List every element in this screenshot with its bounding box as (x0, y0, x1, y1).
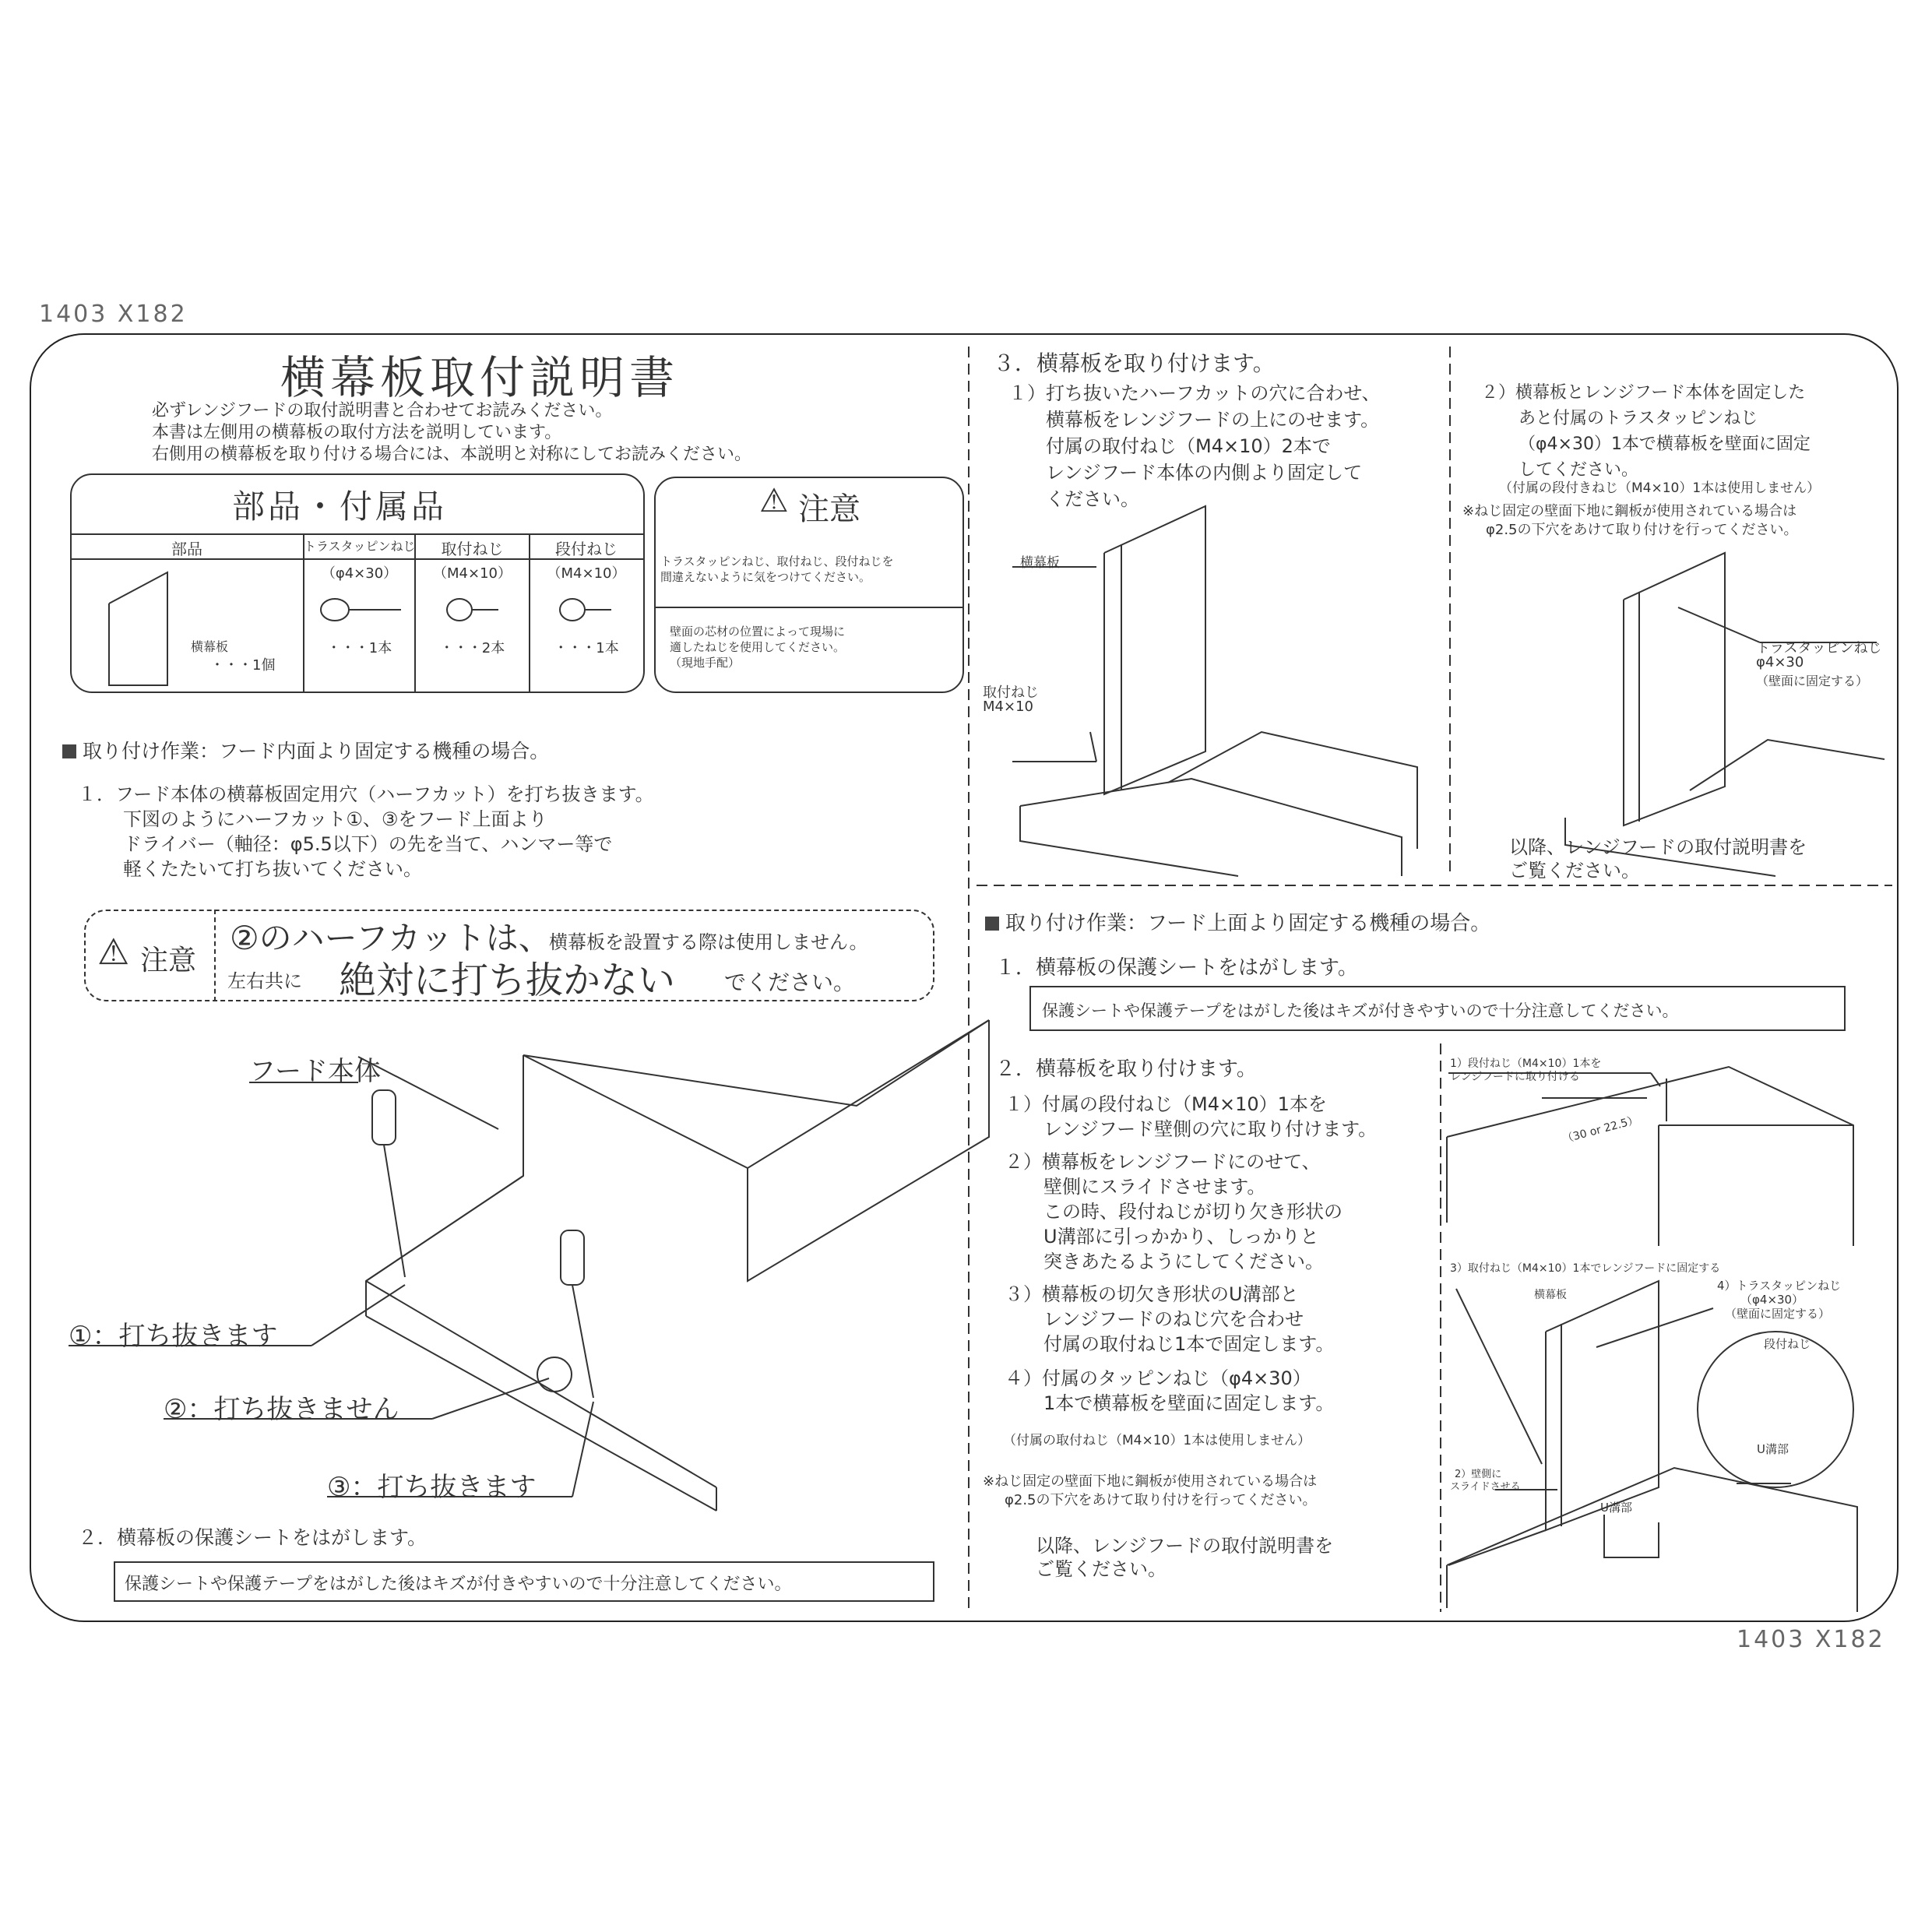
b-item-5: この時、段付ねじが切り欠き形状の (1043, 1201, 1343, 1223)
b-fig2-u: U溝部 (1757, 1442, 1789, 1456)
panel-label: 横幕板 (191, 639, 229, 654)
a3-fig-screw: 取付ねじ (983, 684, 1039, 701)
panel-qty: ・・・1個 (210, 657, 276, 674)
hood-figure (69, 1020, 989, 1511)
caution-line2-small: 左右共に (227, 970, 302, 992)
qty-step: ・・・1本 (554, 640, 619, 656)
caution-line2-end: でください。 (724, 970, 856, 995)
section-b-heading-text: 取り付け作業：フード上面より固定する機種の場合。 (1005, 912, 1491, 935)
section-a-step1-1: １．フード本体の横幕板固定用穴（ハーフカット）を打ち抜きます。 (78, 783, 654, 805)
b-warn-2: φ2.5の下穴をあけて取り付けを行ってください。 (1005, 1492, 1317, 1508)
fig-hood-label: フード本体 (249, 1056, 381, 1087)
fig-label-1: ①：打ち抜きます (69, 1321, 278, 1352)
b-fig2-tap-3: （壁面に固定する） (1725, 1307, 1831, 1321)
b-item-12: 1本で横幕板を壁面に固定します。 (1043, 1392, 1335, 1414)
a3-fig-tapping: トラスタッピンねじ (1756, 640, 1882, 656)
b-after-2: ご覧ください。 (1036, 1558, 1167, 1580)
b-fig2-panel: 横幕板 (1534, 1289, 1567, 1301)
fig-3-2 (1565, 553, 1884, 876)
a3-sub1-4: レンジフード本体の内側より固定して (1046, 462, 1363, 484)
caution-line1-big: ②のハーフカットは、 (230, 919, 551, 957)
fig-b1 (1447, 1067, 1853, 1246)
section-a-step1-2: 下図のようにハーフカット①、③をフード上面より (123, 808, 547, 830)
page-title: 横幕板取付説明書 (280, 351, 680, 404)
section-b-step1: １．横幕板の保護シートをはがします。 (995, 956, 1358, 980)
a3-sub1-2: 横幕板をレンジフードの上にのせます。 (1046, 409, 1380, 431)
section-b-step1-note: 保護シートや保護テープをはがした後はキズが付きやすいので十分注意してください。 (1042, 1001, 1679, 1020)
a3-fig-screw-spec: M4×10 (983, 699, 1033, 715)
caution-line1-small: 横幕板を設置する際は使用しません。 (549, 931, 868, 953)
b-item-9: レンジフードのねじ穴を合わせ (1043, 1308, 1304, 1330)
section-a-step2-note: 保護シートや保護テープをはがした後はキズが付きやすいので十分注意してください。 (125, 1575, 792, 1594)
a3-sub1-3: 付属の取付ねじ（M4×10）2本で (1046, 435, 1331, 457)
caution-text-2b: 適したねじを使用してください。 (670, 640, 846, 654)
a3-sub1-1: １）打ち抜いたハーフカットの穴に合わせ、 (1008, 382, 1381, 404)
intro-line-2: 本書は左側用の横幕板の取付方法を説明しています。 (152, 423, 562, 442)
b-warn-1: ※ねじ固定の壁面下地に鋼板が使用されている場合は (983, 1473, 1318, 1490)
a3-fig-tapping-note: （壁面に固定する） (1756, 674, 1869, 688)
a3-after-1: 以降、レンジフードの取付説明書を (1509, 836, 1807, 858)
qty-mount: ・・・2本 (439, 640, 505, 656)
caution-text-1b: 間違えないように気をつけてください。 (660, 570, 871, 584)
caution-warning-icon-2: ⚠ (97, 931, 130, 973)
section-a-step2: ２．横幕板の保護シートをはがします。 (78, 1526, 428, 1549)
b-after-1: 以降、レンジフードの取付説明書を (1036, 1535, 1334, 1557)
caution-warning-icon: ⚠ (759, 481, 789, 519)
b-note: （付属の取付ねじ（M4×10）1本は使用しません） (1003, 1433, 1311, 1448)
caution-text-2c: （現地手配） (670, 656, 741, 670)
caution-heading: 注意 (798, 491, 860, 527)
fig-3-1 (1012, 506, 1417, 876)
b-item-3: ２）横幕板をレンジフードにのせて、 (1005, 1151, 1321, 1173)
section-a-step1-4: 軽くたたいて打ち抜いてください。 (123, 858, 422, 880)
b-fig2-u2: U溝部 (1600, 1501, 1632, 1515)
fig-b2 (1447, 1281, 1857, 1612)
caution-text-1a: トラスタッピンねじ、取付ねじ、段付ねじを (660, 554, 894, 568)
a3-sub2-4: してください。 (1519, 460, 1639, 480)
a3-sub2-note: （付属の段付きねじ（M4×10）1本は使用しません） (1499, 480, 1821, 496)
section-a-heading (62, 736, 549, 764)
b-fig2-step: 段付ねじ (1764, 1337, 1811, 1351)
caution-text-2a: 壁面の芯材の位置によって現場に (670, 625, 846, 639)
fig-label-2: ②：打ち抜きません (164, 1394, 399, 1425)
section-a3-heading: ３．横幕板を取り付けます。 (993, 350, 1275, 376)
col-part: 部品 (171, 540, 202, 558)
b-item-2: レンジフード壁側の穴に取り付けます。 (1043, 1118, 1378, 1140)
col-mount: 取付ねじ (441, 540, 504, 558)
a3-sub2-3: （φ4×30）1本で横幕板を壁面に固定 (1519, 435, 1811, 454)
spec-mount: （M4×10） (433, 565, 512, 582)
b-fig1-label-1: 1）段付ねじ（M4×10）1本を (1450, 1057, 1602, 1070)
section-a-caution-label: 注意 (140, 945, 197, 977)
section-b-step2: ２．横幕板を取り付けます。 (995, 1057, 1257, 1081)
bullet-square-icon (62, 744, 76, 758)
b-item-11: ４）付属のタッピンねじ（φ4×30） (1005, 1367, 1311, 1389)
qty-tapping: ・・・1本 (326, 640, 392, 656)
b-fig2-slide-2: スライドさせる (1450, 1481, 1521, 1493)
caution-line2-big: 絶対に打ち抜かない (339, 959, 676, 1002)
bullet-square-icon-2 (985, 917, 999, 931)
b-item-7: 突きあたるようにしてください。 (1043, 1251, 1324, 1272)
doc-code-bottom: 1403 X182 (1737, 1626, 1885, 1653)
a3-after-2: ご覧ください。 (1509, 860, 1640, 882)
a3-sub2-2: あと付属のトラスタッピンねじ (1519, 409, 1758, 428)
section-a-step1-3: ドライバー（軸径：φ5.5以下）の先を当て、ハンマー等で (123, 833, 613, 855)
b-item-1: １）付属の段付ねじ（M4×10）1本を (1005, 1093, 1327, 1115)
col-tapping: トラスタッピンねじ (304, 539, 416, 554)
a3-sub2-warn-1: ※ねじ固定の壁面下地に鋼板が使用されている場合は (1462, 503, 1797, 519)
b-fig2-tap-2: （φ4×30） (1740, 1293, 1804, 1307)
b-item-6: U溝部に引っかかり、しっかりと (1043, 1226, 1319, 1248)
a3-sub1-5: ください。 (1046, 488, 1139, 510)
col-step: 段付ねじ (555, 540, 618, 558)
a3-sub2-1: ２）横幕板とレンジフード本体を固定した (1481, 383, 1806, 403)
section-a-heading-text: 取り付け作業：フード内面より固定する機種の場合。 (83, 740, 550, 762)
doc-code-top: 1403 X182 (39, 301, 188, 328)
section-b-heading (985, 907, 1490, 936)
a3-fig-tapping-spec: φ4×30 (1756, 654, 1804, 670)
intro-line-3: 右側用の横幕板を取り付ける場合には、本説明と対称にしてお読みください。 (152, 445, 752, 464)
b-item-8: ３）横幕板の切欠き形状のU溝部と (1005, 1283, 1299, 1305)
b-fig2-label: 3）取付ねじ（M4×10）1本でレンジフードに固定する (1450, 1262, 1721, 1275)
b-item-10: 付属の取付ねじ1本で固定します。 (1043, 1333, 1335, 1355)
b-fig2-tap-1: 4）トラスタッピンねじ (1717, 1279, 1842, 1293)
b-fig1-label-2: レンジフードに取り付ける (1450, 1071, 1580, 1083)
a3-fig-panel: 横幕板 (1020, 555, 1060, 571)
b-item-4: 壁側にスライドさせます。 (1043, 1176, 1266, 1198)
b-fig2-slide-1: 2）壁側に (1455, 1469, 1502, 1480)
intro-line-1: 必ずレンジフードの取付説明書と合わせてお読みください。 (152, 401, 613, 421)
spec-step: （M4×10） (547, 565, 626, 582)
spec-tapping: （φ4×30） (321, 565, 398, 582)
a3-sub2-warn-2: φ2.5の下穴をあけて取り付けを行ってください。 (1486, 522, 1798, 538)
parts-heading: 部品・付属品 (232, 487, 448, 526)
fig-label-3: ③：打ち抜きます (327, 1472, 537, 1503)
section-a-caution-sep (214, 910, 216, 1001)
b-fig1-dim: （30 or 22.5） (1561, 1114, 1640, 1146)
